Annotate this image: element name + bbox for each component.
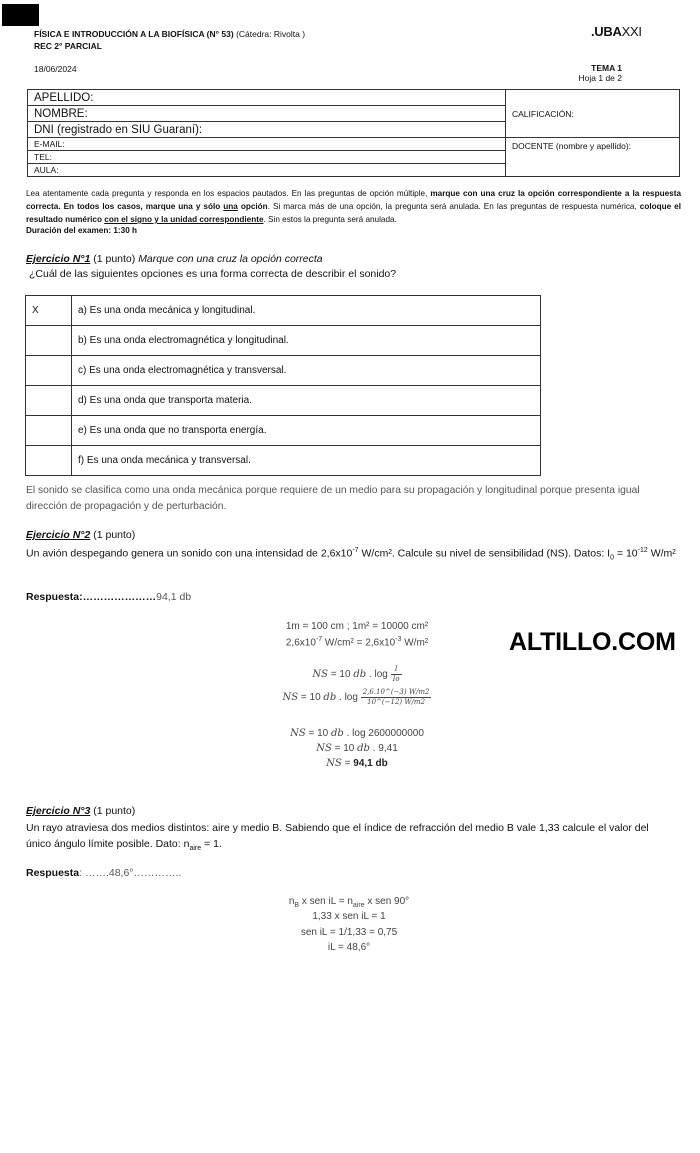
option-row[interactable] (26, 296, 541, 326)
q-text: Un avión despegando genera un sonido con una intensidad de 2,6x10 (26, 547, 353, 560)
option-row[interactable] (26, 326, 541, 356)
calc-part: . log (336, 692, 361, 704)
instr-underline: con el signo y la unidad correspondiente (104, 215, 264, 224)
db-unit: db (357, 743, 370, 754)
ex2-calc-line (157, 728, 557, 739)
instr-bold: marque con una cruz la opción correspondiente a la respuesta correcta. En todos los casos, marque una y sólo (26, 189, 682, 211)
answer-label: Respuesta: (26, 591, 83, 603)
fraction-num: I (391, 665, 402, 675)
ex3-points: (1 punto) (90, 805, 136, 817)
ex1-options-table (25, 295, 541, 476)
instr-bold: coloque el resultado numérico (26, 202, 682, 224)
ex2-label: Ejercicio N°2 (26, 529, 91, 541)
option-row[interactable] (26, 386, 541, 416)
option-text: a) Es una onda mecánica y longitudinal. (72, 296, 541, 326)
instr-part: . Si marca más de una opción, la pregunta será anulada. En las preguntas de respuesta numérica, (267, 202, 640, 211)
calc-exp: -3 (395, 636, 402, 643)
ex2-points: (1 punto) (90, 529, 136, 541)
instr-underline: una (223, 202, 238, 211)
answer-label: Respuesta (26, 867, 80, 879)
ex1-instruction: Marque con una cruz la opción correcta (138, 253, 323, 265)
page-counter: Hoja 1 de 2 (578, 73, 622, 83)
ex3-calc-line: sen iL = 1/1,33 = 0,75 (300, 927, 398, 938)
student-id-form (27, 89, 680, 177)
q-text: W/cm². Calcule su nivel de sensibilidad (NS). Datos: I (358, 547, 611, 560)
option-row[interactable] (26, 356, 541, 386)
q-text: Un rayo atraviesa dos medios distintos: aire y medio B. Sabiendo que el índice de refracción del medio B vale 1,33 calcule el valor del único ángulo límite posible. Dato: n (26, 822, 649, 850)
ns-symbol: NS (316, 743, 332, 754)
fraction-den: Io (392, 675, 400, 683)
calc-part: . 9,41 (369, 743, 398, 754)
apellido-field[interactable]: APELLIDO: (28, 90, 506, 106)
instr-part: . Sin estos la pregunta será anulada. (263, 215, 397, 224)
option-text: f) Es una onda mecánica y transversal. (72, 446, 541, 476)
ex2-formula-sub (157, 688, 557, 707)
tel-field[interactable]: TEL: (28, 151, 506, 164)
answer-value[interactable]: 94,1 db (156, 591, 192, 603)
ns-symbol: NS (282, 692, 299, 704)
calc-part: = 10 (328, 669, 354, 681)
ex2-calc-line (157, 743, 557, 754)
uba-xxi-logo (591, 24, 642, 39)
q-exp: -12 (637, 547, 648, 554)
dni-field[interactable]: DNI (registrado en SIU Guaraní): (28, 122, 506, 138)
ex3-question (26, 820, 666, 857)
email-field[interactable]: E-MAIL: (28, 138, 506, 151)
calc-sub: aire (352, 902, 365, 909)
course-title-text: FÍSICA E INTRODUCCIÓN A LA BIOFÍSICA (N° 53) (34, 29, 234, 39)
fraction (391, 665, 402, 684)
db-unit: db (331, 728, 344, 739)
ex3-answer (26, 867, 181, 879)
ex3-calc-line: 1,33 x sen iL = 1 (312, 911, 386, 922)
ex2-title (26, 529, 135, 541)
calc-part: x sen 90° (364, 896, 410, 907)
q-exp: -7 (352, 547, 359, 554)
nombre-field[interactable]: NOMBRE: (28, 106, 506, 122)
ex3-label: Ejercicio N°3 (26, 805, 91, 817)
instr-bold: opción (237, 202, 268, 211)
ex1-explanation: El sonido se clasifica como una onda mecánica porque requiere de un medio para su propagación y longitudinal porque presenta igual dirección de propagación y de perturbación. (26, 485, 640, 512)
option-text: c) Es una onda electromagnética y transversal. (72, 356, 541, 386)
option-checkbox[interactable] (26, 386, 72, 416)
ns-symbol: NS (326, 758, 342, 769)
answer-dots: ………………… (82, 591, 157, 603)
altillo-watermark: ALTILLO.COM (509, 628, 676, 656)
option-text: e) Es una onda que no transporta energía. (72, 416, 541, 446)
calc-part: . log 2600000000 (343, 728, 424, 739)
result-value: 94,1 db (353, 758, 388, 769)
tema-label: TEMA 1 (591, 63, 622, 73)
q-text: W/m² (647, 547, 676, 560)
option-row[interactable] (26, 446, 541, 476)
calc-sub: B (294, 902, 300, 909)
ex2-question (26, 543, 689, 567)
db-unit: db (323, 692, 337, 704)
ns-symbol: NS (290, 728, 306, 739)
q-text: = 1. (201, 838, 222, 850)
exam-duration: Duración del examen: 1:30 h (26, 226, 138, 235)
calc-part: . log (366, 669, 391, 681)
calc-part: = (341, 758, 354, 769)
option-checkbox[interactable] (26, 356, 72, 386)
calc-part: = 10 (305, 728, 332, 739)
calc-part: W/cm² = 2,6x10 (322, 637, 396, 649)
option-checkbox[interactable] (26, 416, 72, 446)
ex2-formula (157, 665, 557, 684)
calc-part: = 10 (298, 692, 324, 704)
ex2-calc-line (157, 636, 557, 648)
ex2-calc-line: 1m = 100 cm ; 1m² = 10000 cm² (285, 621, 429, 632)
option-checkbox[interactable] (26, 446, 72, 476)
fraction-den: 10^(−12) W/m2 (367, 698, 426, 706)
aula-field[interactable]: AULA: (28, 164, 506, 177)
ex3-calc-line (149, 896, 549, 909)
ex2-result (157, 758, 557, 769)
exam-date: 18/06/2024 (34, 64, 77, 74)
fraction-num: 2,6.10^(−3) W/m2 (362, 688, 430, 696)
ex1-title (26, 253, 323, 265)
calc-part: = 10 (331, 743, 358, 754)
black-header-block (2, 4, 39, 26)
calc-exp: -7 (315, 636, 323, 643)
ex2-answer (26, 591, 191, 603)
ex3-calc-line: iL = 48,6° (327, 942, 371, 953)
calc-part: 2,6x10 (285, 637, 316, 649)
option-checkbox[interactable]: X (26, 296, 72, 326)
q-sub: aire (189, 845, 202, 853)
calc-part: n (288, 896, 295, 907)
option-text: b) Es una onda electromagnética y longitudinal. (72, 326, 541, 356)
calc-part: x sen iL = n (299, 896, 353, 907)
docente-field[interactable]: DOCENTE (nombre y apellido): (506, 138, 680, 177)
option-row[interactable] (26, 416, 541, 446)
instructions (26, 187, 681, 226)
ns-symbol: NS (312, 669, 329, 681)
option-text: d) Es una onda que transporta materia. (72, 386, 541, 416)
ex1-label: Ejercicio N°1 (26, 253, 91, 265)
catedra: (Cátedra: Rivolta ) (236, 29, 306, 39)
q-sub: 0 (610, 554, 614, 562)
exam-type: REC 2° PARCIAL (34, 41, 102, 51)
calc-part: W/m² (401, 637, 429, 649)
ex3-title (26, 805, 135, 817)
instr-part: Lea atentamente cada pregunta y responda en los espacios pautados. En las preguntas de opción múltiple, (26, 189, 431, 198)
fraction (361, 688, 432, 707)
logo-suffix: XXI (621, 24, 642, 39)
ex1-question: ¿Cuál de las siguientes opciones es una forma correcta de describir el sonido? (29, 268, 397, 280)
course-title (34, 29, 305, 39)
q-text: = 10 (614, 547, 638, 560)
option-checkbox[interactable] (26, 326, 72, 356)
ex1-points: (1 punto) (90, 253, 139, 265)
db-unit: db (353, 669, 367, 681)
calificacion-field[interactable]: CALIFICACIÓN: (506, 90, 680, 138)
logo-main: .UBA (591, 24, 622, 39)
answer-value[interactable]: : …….48,6°………….. (79, 867, 182, 879)
